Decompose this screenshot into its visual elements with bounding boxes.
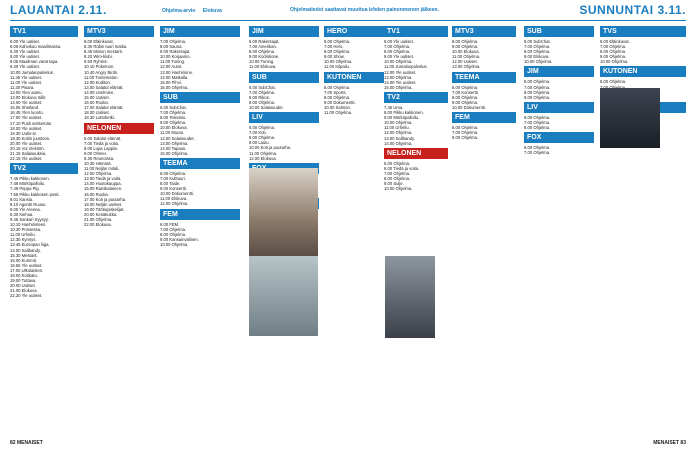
program-listing: 6.00 Ohjelma. (524, 145, 551, 151)
channel-header: FOX (524, 132, 594, 143)
program-listing: 8.10 Agentti Ruusu. (10, 201, 47, 207)
program-listing: 14.00 Yle uutiset. (10, 100, 43, 106)
program-listing: 6.00 Rakentajat. (249, 39, 280, 44)
program-listing: 10.30 Hämärä. (84, 160, 112, 166)
program-listing: 11.00 Neljän mitali. (84, 166, 120, 172)
program-listing: 11.00 Muuta. (160, 130, 185, 136)
program-listing: 9.00 Laulu. (249, 140, 270, 146)
program-listing: 9.00 Ohjelma. (600, 54, 627, 60)
program-listing: 12.00 Uutiset. (452, 59, 478, 65)
program-listing: 7.48 Mörköpalloilu. (10, 181, 46, 187)
program-listing: 7.00 Konsertti. (452, 89, 480, 95)
program-listing: 7.45 Uma. (384, 104, 404, 110)
channel-header: TV2 (384, 92, 448, 103)
program-listing: 8.00 Eläinkuvat. (84, 39, 114, 44)
program-listing: 21.15 Salaisuuksia. (10, 151, 47, 157)
program-listing: 6.00 Ohjelma. (249, 125, 276, 131)
channel-header: KUTONEN (600, 66, 686, 77)
program-listing: 22.15 Yle uutiset. (10, 156, 43, 162)
program-listing: 15.00 Ohjelma. (160, 150, 189, 156)
program-listing: 7.00 Sports. (324, 89, 347, 95)
program-listing: 8.45 Minion mestarit. (84, 49, 123, 55)
schedule-column (452, 24, 516, 432)
program-listing: 10.10 Pokemon. (84, 64, 115, 70)
program-listing: 12.00 Elokuva. (249, 155, 277, 161)
program-listing: 6.00 Ohjelma. (600, 79, 627, 85)
program-listing: 9.00 Dokumentti. (324, 99, 356, 105)
program-listing: 17.00 Koti ja puutarha. (84, 196, 127, 202)
program-listing: 9.00 Konsertti. (160, 186, 188, 192)
page-footer (0, 440, 696, 450)
program-listing: 13.00 Salibandy. (384, 135, 415, 141)
program-listing: 5.00 Salatut elämät. (84, 135, 122, 141)
program-listing: 8.00 Ohjelma. (452, 94, 479, 100)
program-listing: 10.00 Ohjelma. (384, 186, 413, 192)
program-listing: 9.00 Ohjelma. (452, 44, 479, 50)
program-listing: 7.45 Pikku kakkonen. (10, 176, 50, 182)
program-listing: 9.00 Yle uutiset. (10, 54, 40, 60)
program-listing: 8.00 Pikku kakkonen. (384, 110, 424, 116)
program-listing: 16.00 Ruoka. (84, 191, 109, 197)
program-listing: 19.00 Tähtiopiskelijat. (84, 206, 125, 212)
program-listing: 10.00 Ohjelma. (524, 59, 553, 65)
header-rule (10, 20, 686, 21)
legend-program-rating: Ohjelma-arvio (162, 8, 196, 14)
program-photo-3 (385, 256, 435, 338)
program-listing: 6.00 Yle uutiset. (10, 39, 40, 44)
program-listing: 11.00 Elokuva. (160, 196, 188, 202)
right-page-title: SUNNUNTAI 3.11. (579, 3, 686, 17)
program-listing: 9.00 Kansainvälinen. (160, 236, 199, 242)
program-listing: 18.00 Neljän uutiset. (84, 201, 123, 207)
program-listing: 11.00 Yle uutiset. (10, 79, 42, 85)
program-listing: 9.50 Ryhmä. (84, 59, 108, 65)
program-listing: 6.30 Yle uutiset. (10, 49, 40, 55)
program-listing: 7.00 Tiedä ja voita. (84, 140, 120, 146)
program-listing: 17.00 Ulkolaisten. (10, 267, 44, 273)
channel-header: FEM (452, 112, 516, 123)
program-listing: 8.00 Ohjelma. (384, 49, 411, 55)
program-listing: 7.00 Ohjelma. (524, 84, 551, 90)
program-listing: 16.00 Ohjelma. (160, 84, 189, 90)
program-listing: 13.00 Salatut elämät. (84, 84, 124, 90)
program-listing: 9.00 Ohjelma. (452, 99, 479, 105)
program-listing: 6.00 SubChat. (249, 84, 276, 90)
program-listing: 21.00 Ohjelma. (84, 217, 113, 222)
schedule-column (10, 24, 78, 432)
program-listing: 10.00 Tuning. (249, 59, 275, 65)
program-listing: 6.00 SubChat. (524, 39, 551, 44)
program-listing: 13.00 Tiedä ja voita. (84, 176, 122, 182)
program-listing: 20.00 Kesäkukka. (84, 211, 118, 217)
program-listing: 7.55 Pikku kakkosen posti. (10, 191, 60, 197)
schedule-column (600, 24, 686, 432)
program-listing: 9.00 Yle Areena. (10, 206, 41, 212)
program-listing: 10.00 Salmon. (324, 104, 352, 110)
program-listing: 10.30 Prinsessa. (10, 227, 42, 233)
program-listing: 15.00 Uutiset. (84, 95, 110, 101)
program-listing: 12.00 Ohjelma. (160, 201, 189, 207)
channel-header: JIM (160, 26, 240, 37)
program-listing: 8.00 Ohjelma. (324, 94, 351, 100)
program-listing: 8.00 Ohjelma. (249, 135, 276, 141)
channel-header: TV2 (10, 163, 78, 174)
program-listing: 13.00 Hanhirinne. (160, 69, 194, 75)
program-listing: 10.40 Angry Birds. (84, 69, 119, 75)
program-listing: 6.00 SubChat. (160, 104, 187, 110)
program-listing: 8.00 Televisio. (160, 115, 187, 121)
program-listing: 9.05 Maailman varat tapa. (10, 59, 59, 65)
program-listing: 19.00 Tuttava. (10, 278, 37, 284)
program-listing: 17.10 Puoli seitsemän. (10, 120, 53, 126)
program-listing: 11.45 Yle uutiset. (10, 74, 42, 80)
channel-header: SUB (249, 72, 319, 83)
program-listing: 14.00 Tapaus. (160, 145, 187, 151)
program-listing: 15.30 Mestarit. (10, 252, 38, 258)
program-listing: 14.00 Matkalla. (160, 74, 189, 80)
program-listing: 14.00 Huutokauppa. (84, 181, 122, 187)
program-listing: 6.05 Kahvikuu maailmassa. (10, 44, 62, 50)
program-listing: 11.00 Ohjelma. (452, 54, 481, 60)
program-listing: 13.00 Ohjelma. (384, 74, 413, 80)
program-listing: 5.00 Ohjelma. (384, 160, 411, 166)
program-listing: 7.00 Ohjelma. (160, 226, 187, 232)
program-listing: 10.00 Dokumentti. (452, 104, 486, 110)
program-listing: 10.00 Dokumentti. (160, 191, 194, 197)
program-listing: 9.00 Ohjelma. (249, 99, 276, 105)
schedule-column (84, 24, 154, 432)
program-listing: 18.00 Yle uutiset. (10, 125, 43, 131)
program-listing: 8.00 Ohjelma. (160, 231, 187, 237)
program-listing: 6.00 Ohjelma. (452, 84, 479, 90)
channel-header: SUB (524, 26, 594, 37)
channel-header: TV1 (384, 26, 448, 37)
program-listing: 22.00 Elokuva. (84, 222, 112, 228)
program-listing: 6.00 Eläinkuvat. (600, 39, 630, 44)
program-photo-4 (600, 88, 660, 148)
program-listing: 7.00 Amerikan. (249, 44, 277, 50)
program-listing: 7.00 Ohjelma. (160, 110, 187, 116)
program-listing: 11.00 Tuntematon. (84, 74, 119, 80)
program-listing: 8.00 Ohjelma. (600, 49, 627, 55)
channel-header: TEEMA (452, 72, 516, 83)
program-listing: 12.00 Yle uutiset. (384, 69, 417, 75)
program-listing: 16.00 Kummit. (10, 257, 37, 263)
program-listing: 10.00 Jumalanpalvelus. (10, 69, 54, 75)
program-listing: 8.00 Ohjelma. (324, 49, 351, 55)
program-listing: 8.00 Ohjelma. (384, 175, 411, 181)
program-listing: 14.00 Ohjelma. (384, 140, 413, 146)
program-listing: 10.00 Salaisuudet. (249, 104, 284, 110)
schedule-disclaimer: Ohjelmatiedot saattavat muuttua lehden painonmenon jälkeen. (290, 7, 439, 13)
footer-left: 82 MENAISET (10, 440, 43, 446)
program-listing: 9.00 Ohmer. (84, 150, 108, 156)
program-listing: 11.00 Urheilu. (10, 232, 36, 238)
program-listing: 11.00 Elokuva. (249, 64, 277, 70)
page-header (0, 0, 696, 22)
program-listing: 16.55 Yle uutiset. (10, 262, 43, 268)
program-listing: 11.00 Tuning. (160, 59, 186, 65)
program-listing: 7.49 Peppa Pig. (10, 186, 40, 192)
program-listing: 12.00 Ohjelma. (84, 171, 113, 177)
program-listing: 7.00 Ohjelma. (384, 44, 411, 50)
channel-header: TV1 (10, 26, 78, 37)
program-listing: 21.00 Elokuva. (10, 288, 38, 294)
program-listing: 20.15 Voi Vieköön. (10, 145, 45, 151)
program-listing: 7.00 Ohjelma. (524, 119, 551, 125)
program-listing: 10.00 Ohjelma. (384, 120, 413, 126)
program-listing: 6.00 Ohjelma. (452, 125, 479, 131)
program-listing: 10.00 Elokuva. (452, 49, 480, 55)
program-listing: 10.00 Ohjelma. (600, 59, 629, 65)
program-listing: 16.45 Ylen luonto. (10, 110, 44, 116)
program-listing: 11.00 Urheilu. (384, 125, 410, 131)
program-listing: 6.00 Ohjelma. (524, 79, 551, 85)
program-listing: 8.01 Kansia. (10, 196, 34, 202)
program-listing: 12.00 Salaisuudet. (160, 135, 195, 141)
program-listing: 11.00 Kilpailu. (324, 64, 350, 70)
legend (162, 8, 228, 14)
program-listing: 6.00 Ohjelma. (160, 170, 187, 176)
program-listing: 9.00 Yle uutiset. (384, 54, 414, 60)
program-listing: 6.00 Tiedä ja voita. (384, 165, 420, 171)
program-listing: 20.00 Uutiset. (10, 283, 36, 289)
program-listing: 9.00 Mörköpalloilu. (384, 115, 420, 121)
channel-header: LIV (524, 102, 594, 113)
program-listing: 8.00 Rikos. (249, 94, 270, 100)
program-listing: 18.30 Uutis-tv. (10, 130, 37, 136)
program-listing: 7.00 Ohjelma. (160, 39, 187, 44)
schedule-column (324, 24, 384, 432)
program-listing: 9.30 Reunoissa. (84, 155, 115, 161)
channel-header: JIM (524, 66, 594, 77)
program-listing: 15.00 Ranskalainen. (84, 186, 123, 192)
program-listing: 9.00 Elokuva. (524, 54, 550, 60)
program-listing: 8.00 Lupa Lappiin. (84, 145, 119, 151)
program-listing: 8.00 Ohjelma. (452, 135, 479, 141)
channel-header: KUTONEN (324, 72, 384, 83)
channel-header: MTV3 (84, 26, 154, 37)
program-listing: 7.00 Ohjelma. (524, 44, 551, 50)
program-listing: 9.00 Ohjelma. (524, 94, 551, 100)
channel-header: TEEMA (160, 158, 240, 169)
program-listing: 9.30 Kiehua. (10, 211, 34, 217)
program-photo-2 (249, 256, 318, 336)
program-listing: 12.00 Koditon. (84, 79, 112, 85)
program-listing: 10.10 Hanhirinteen. (10, 222, 47, 228)
program-listing: 16.00 Ruoka. (84, 100, 109, 106)
program-listing: 8.30 Robin tuuri matka. (84, 44, 128, 50)
program-listing: 10.00 Ohjelma. (324, 59, 353, 65)
program-listing: 7.00 Ohjelma. (452, 130, 479, 136)
program-listing: 8.00 Ohjelma. (249, 49, 276, 55)
program-listing: 9.00 Rakentajat. (160, 49, 191, 55)
program-listing: 17.00 Salatut elämät. (84, 105, 124, 111)
program-listing: 14.00 Unelmien. (84, 89, 115, 95)
program-listing: 7.00 Ohjelma. (249, 89, 276, 95)
program-listing: 9.00 Sulje. (384, 181, 404, 187)
program-listing: 8.00 Sauna. (160, 44, 183, 50)
program-listing: 12.30 Kynnys. (10, 237, 37, 243)
left-page-title: LAUANTAI 2.11. (10, 3, 107, 17)
program-listing: 12.00 Ohjelma. (384, 130, 413, 136)
program-listing: 11.00 Ohjelma. (249, 150, 278, 156)
program-listing: 8.00 Ohjelma. (524, 89, 551, 95)
channel-header: SUB (160, 92, 240, 103)
program-listing: 7.00 Ohjelma. (384, 170, 411, 176)
channel-header: HERO (324, 26, 384, 37)
program-listing: 6.00 Ohjelma. (524, 114, 551, 120)
channel-header: FEM (160, 209, 240, 220)
program-listing: 13.00 Elokuva Siilit (10, 95, 46, 101)
program-listing: 20.00 Yle uutiset. (10, 140, 43, 146)
program-listing: 9.20 Wim-klubi. (84, 54, 113, 60)
program-listing: 6.00 FEM. (160, 221, 180, 227)
program-listing: 9.00 Kodinkone. (249, 54, 280, 60)
program-listing: 14.00 Yle uutiset. (384, 79, 417, 85)
program-listing: 8.00 Ohjelma. (524, 125, 551, 131)
channel-header: MTV3 (452, 26, 516, 37)
program-listing: 9.00 Ohjelma. (160, 120, 187, 126)
program-photo-1 (249, 168, 318, 256)
channel-header: NELONEN (84, 123, 154, 134)
program-listing: 22.20 Yle uutiset. (10, 293, 43, 299)
program-listing: 17.00 Yle uutiset. (10, 115, 43, 121)
program-listing: 13.45 Euroopan liiga. (10, 242, 50, 248)
program-listing: 19.30 Kotiin juustoon. (10, 135, 51, 141)
program-listing: 15.00 Ohjelma. (384, 84, 413, 90)
program-listing: 6.00 Ohjelma. (324, 39, 351, 44)
program-listing: 8.00 Ohjelma. (452, 39, 479, 44)
program-listing: 11.00 Ohjelma. (324, 110, 353, 116)
program-listing: 15.05 Shetland (10, 105, 39, 111)
program-listing: 7.00 Ohjelma. (524, 150, 551, 156)
schedule-column (384, 24, 448, 432)
program-listing: 18.30 Lottohetki. (84, 115, 115, 121)
program-listing: 9.30 Yle uutiset. (10, 64, 40, 70)
program-listing: 13.00 Ylen aamu. (10, 89, 43, 95)
schedule-column (524, 24, 594, 432)
channel-header: LIV (249, 112, 319, 123)
program-listing: 7.00 Hero. (324, 44, 344, 50)
program-listing: 18.00 Kotikatu. (10, 273, 38, 279)
program-listing: 15.00 Pihvi. (160, 79, 182, 85)
schedule-column (160, 24, 240, 432)
legend-movie: Elokuva (202, 8, 222, 14)
program-listing: 10.00 Ohjelma. (160, 241, 189, 247)
program-listing: 13.00 Ohjelma. (160, 140, 189, 146)
program-listing: 10.00 Koti ja puutarha. (249, 145, 292, 151)
program-listing: 13.00 Ohjelma. (452, 64, 481, 70)
program-listing: 11.00 Jumalanpalvelus. (384, 64, 428, 70)
program-listing: 8.00 Taide. (160, 181, 181, 187)
channel-header: NELONEN (384, 148, 448, 159)
program-listing: 7.00 Kulttuuri. (160, 175, 186, 181)
program-listing: 10.00 Elokuva. (160, 125, 188, 131)
program-listing: 14.00 Salibandy. (10, 247, 41, 253)
program-listing: 8.00 Ohjelma. (524, 49, 551, 55)
channel-header: JIM (249, 26, 319, 37)
program-listing: 18.00 Uutiset. (84, 110, 110, 116)
program-listing: 7.00 Koti. (249, 130, 267, 136)
footer-right: MENAISET 83 (653, 440, 686, 446)
program-listing: 6.00 Yle uutiset. (384, 39, 414, 44)
channel-header: TVS (600, 26, 686, 37)
program-listing: 10.00 Korjaamo. (160, 54, 191, 60)
program-listing: 7.00 Ohjelma. (600, 44, 627, 50)
program-listing: 12.00 Autot. (160, 64, 183, 70)
program-listing: 6.00 Ohjelma. (324, 84, 351, 90)
program-listing: 11.30 Pisara. (10, 84, 35, 90)
program-listing: 9.45 Sankari Syysyy. (10, 217, 49, 222)
program-listing: 9.00 Show. (324, 54, 345, 60)
program-listing: 10.00 Ohjelma. (384, 59, 413, 65)
